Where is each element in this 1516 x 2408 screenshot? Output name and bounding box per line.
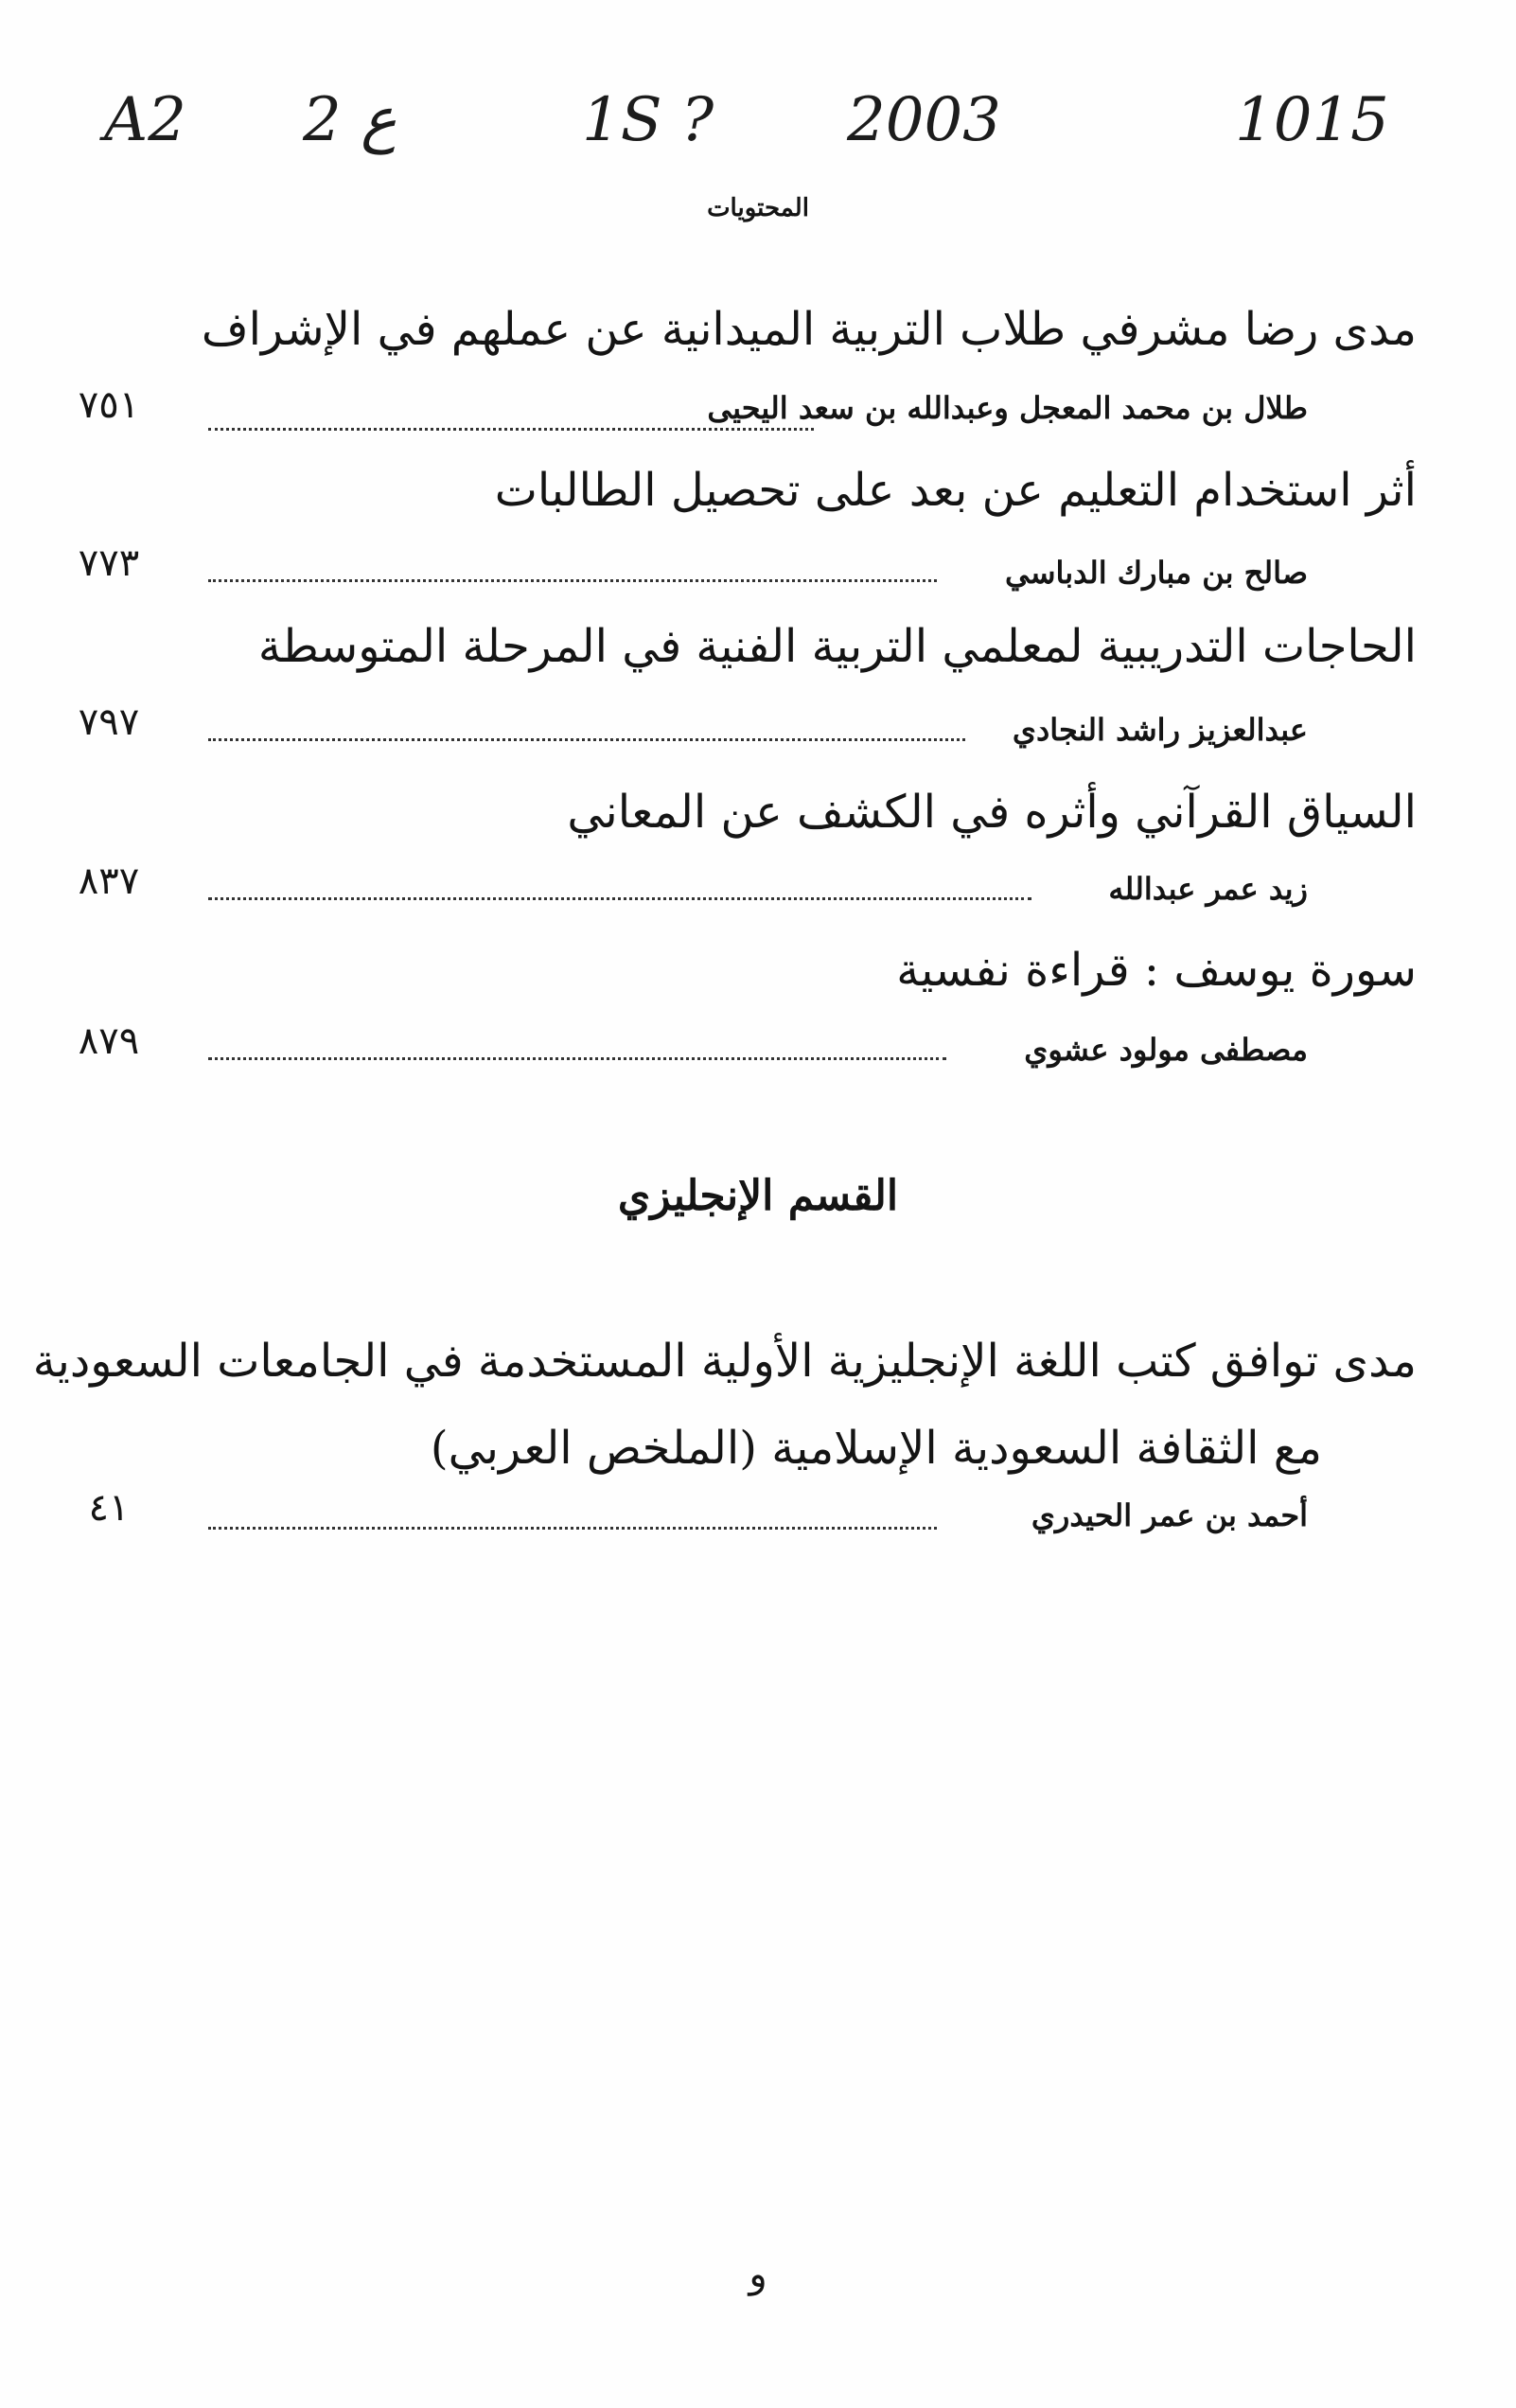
toc-page-number: ٧٧٣ bbox=[78, 541, 140, 585]
section-heading: القسم الإنجليزي bbox=[617, 1172, 899, 1220]
dot-leader bbox=[208, 897, 1031, 900]
toc-entry-author: صالح بن مبارك الدباسي bbox=[1005, 555, 1308, 591]
toc-entry-title: مدى توافق كتب اللغة الإنجليزية الأولية المستخدمة في الجامعات السعودية bbox=[32, 1335, 1417, 1388]
toc-entry-title: الحاجات التدريبية لمعلمي التربية الفنية في المرحلة المتوسطة bbox=[257, 620, 1417, 673]
toc-page-number: ٧٥١ bbox=[78, 383, 140, 427]
toc-entry-author: زيد عمر عبدالله bbox=[1108, 871, 1308, 907]
handwritten-note: A2 bbox=[104, 85, 186, 155]
toc-page-number: ٧٩٧ bbox=[78, 700, 140, 744]
toc-page-number: ٨٧٩ bbox=[78, 1019, 140, 1063]
toc-entry-title: أثر استخدام التعليم عن بعد على تحصيل الطالبات bbox=[494, 464, 1417, 517]
dot-leader bbox=[208, 579, 937, 582]
toc-entry-author: عبدالعزيز راشد النجادي bbox=[1012, 712, 1308, 748]
toc-entry-author: مصطفى مولود عشوي bbox=[1024, 1032, 1308, 1068]
dot-leader bbox=[208, 1057, 946, 1060]
dot-leader bbox=[208, 1527, 937, 1530]
toc-entry-title: مدى رضا مشرفي طلاب التربية الميدانية عن عملهم في الإشراف bbox=[201, 303, 1417, 356]
handwritten-note: 2003 bbox=[847, 85, 1001, 155]
dot-leader bbox=[208, 738, 965, 741]
folio-page-marker: و bbox=[749, 2253, 767, 2296]
toc-entry-author: أحمد بن عمر الحيدري bbox=[1031, 1497, 1308, 1533]
toc-entry-title: سورة يوسف : قراءة نفسية bbox=[896, 944, 1417, 997]
dot-leader bbox=[208, 428, 814, 431]
toc-entry-title-continued: مع الثقافة السعودية الإسلامية (الملخص العربي) bbox=[430, 1422, 1322, 1475]
toc-entry-title: السياق القرآني وأثره في الكشف عن المعاني bbox=[567, 786, 1417, 839]
toc-entry-author: طلال بن محمد المعجل وعبدالله بن سعد اليحيى bbox=[707, 390, 1308, 426]
handwritten-note: 1S ? bbox=[582, 85, 714, 155]
handwritten-note: 2 ع bbox=[303, 85, 397, 155]
toc-page-number: ٨٣٧ bbox=[78, 859, 140, 903]
handwritten-note: 1015 bbox=[1235, 85, 1389, 155]
page-title: المحتويات bbox=[707, 194, 809, 222]
toc-page-number: ٤١ bbox=[88, 1486, 130, 1530]
